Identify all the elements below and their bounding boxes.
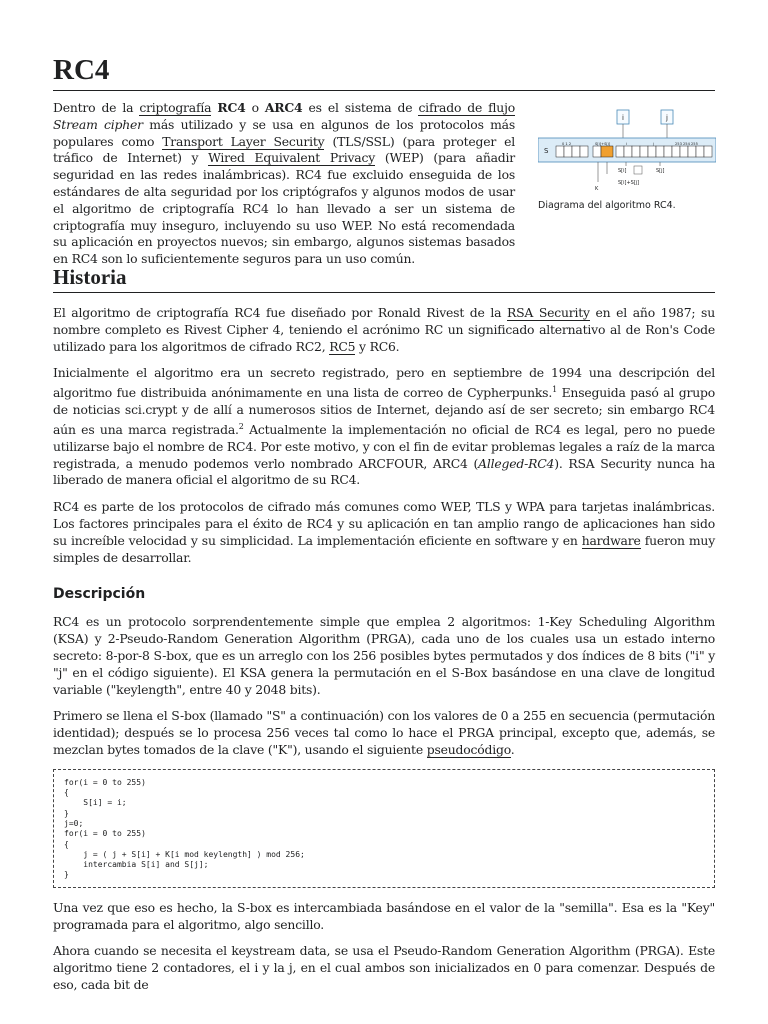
link-cifrado-de-flujo[interactable]: cifrado de flujo [418, 100, 515, 115]
intro-paragraph: Dentro de la criptografía RC4 o ARC4 es el sistema de cifrado de flujo Stream cipher más utilizado y se usa en algunos de los protocolos más populares como Transport Layer Security (TLS/SSL) (para proteger el tráfico de Internet) y Wired Equivalent Privacy (WEP) (para añadir seguridad en las redes inalámbricas). RC4 fue excluido enseguida de los estándares de alta seguridad por los criptógrafos y algunos modos de usar el algoritmo de criptografía RC4 lo han llevado a ser un sistema de criptografía muy inseguro, incluyendo su uso WEP. No está recomendada su aplicación en proyectos nuevos; sin embargo, algunos sistemas basados en RC4 son lo suficientemente seguros para un uso común. [53, 100, 515, 267]
descripcion-paragraph-4: Ahora cuando se necesita el keystream data, se usa el Pseudo-Random Generation Algorithm (PRGA). Este algoritmo tiene 2 contadores, el i y la j, en el cual ambos son inicializados en 0 para comenzar. Después de eso, cada bit de [53, 943, 715, 992]
svg-text:0 1 2: 0 1 2 [562, 142, 572, 146]
historia-paragraph-3: RC4 es parte de los protocolos de cifrado más comunes como WEP, TLS y WPA para tarjetas inalámbricas. Los factores principales para el éxito de RC4 y su aplicación en tan amplio rango de aplicaciones han sido su increíble velocidad y su simplicidad. La implementación eficiente en software y en hardware fueron muy simples de desarrollar. [53, 499, 715, 565]
link-hardware[interactable]: hardware [581, 532, 641, 548]
footnote-1[interactable]: 1 [552, 385, 557, 395]
intro-section [53, 100, 715, 267]
svg-text:S: S [544, 147, 549, 155]
article [53, 52, 715, 994]
descripcion-paragraph-2: Primero se llena el S-box (llamado "S" a continuación) con los valores de 0 a 255 en secuencia (permutación identidad); después se lo procesa 256 veces tal como lo hace el PRGA principal, excepto que, además, se mezclan bytes tomados de la clave ("K"), usando el siguiente pseudocódigo. [53, 708, 715, 757]
svg-text:K: K [595, 186, 599, 192]
svg-text:j: j [666, 114, 668, 122]
descripcion-paragraph-3: Una vez que eso es hecho, la S-box es intercambiada basándose en el valor de la "semilla". Esa es la "Key" programada para el algoritmo, algo sencillo. [53, 899, 715, 932]
historia-paragraph-1: El algoritmo de criptografía RC4 fue diseñado por Ronald Rivest de la RSA Security en el año 1987; su nombre completo es Rivest Cipher 4, teniendo el acrónimo RC un significado alternativo al de Ron's Code utilizado para los algoritmos de cifrado RC2, RC5 y RC6. [53, 305, 715, 354]
svg-text:253 254 255: 253 254 255 [675, 142, 698, 146]
footnote-2[interactable]: 2 [238, 421, 244, 431]
rc4-diagram-figure [538, 108, 716, 211]
link-rsa-security[interactable]: RSA Security [507, 305, 590, 320]
section-heading-historia: Historia [53, 264, 715, 293]
svg-text:S[i]+S[j]: S[i]+S[j] [618, 180, 640, 186]
section-heading-descripcion: Descripción [53, 586, 146, 603]
link-rc5[interactable]: RC5 [329, 338, 356, 354]
link-pseudocodigo[interactable]: pseudocódigo [426, 741, 511, 757]
descripcion-paragraph-1: RC4 es un protocolo sorprendentemente simple que emplea 2 algoritmos: 1-Key Scheduling Algorithm (KSA) y 2-Pseudo-Random Generation Algorithm (PRGA), cada uno de los cuales usa un estado interno secreto: 8-por-8 S-box, que es un arreglo con los 256 posibles bytes permutados y dos índices de 8 bits ("i" y "j" en el código siguiente). El KSA genera la permutación en el S-Box basándose en una clave de longitud variable ("keylength", entre 40 y 2048 bits). [53, 614, 715, 697]
svg-text:S[i]: S[i] [618, 168, 627, 174]
svg-text:i: i [622, 114, 624, 122]
historia-paragraph-2: Inicialmente el algoritmo era un secreto registrado, pero en septiembre de 1994 una descripción del algoritmo fue distribuida anónimamente en una lista de correo de Cypherpunks.$^1$ Enseguida pasó al grupo de noticias sci.crypt y de allí a numerosos sitios de Internet, dejando así de ser secreto; sin embargo RC4 aún es una marca registrada.$^2$ Actualmente la implementación no oficial de RC4 es legal, pero no puede utilizarse bajo el nombre de RC4. Por este motivo, y con el fin de evitar problemas legales a raíz de la marca registrada, a menudo podemos verlo nombrado ARCFOUR, ARC4 (Alleged-RC4). RSA Security nunca ha liberado de manera oficial el algoritmo de su RC4. [53, 365, 716, 488]
figure-caption: Diagrama del algoritmo RC4. [538, 200, 676, 211]
page-title: RC4 [53, 52, 715, 91]
pseudocode-block: for(i = 0 to 255) { S[i] = i; } j=0; for(i = 0 to 255) { j = ( j + S[i] + K[i mod keylength] ) mod 256; intercambia S[i] and S[j]; } [53, 769, 715, 888]
link-criptografia[interactable]: criptografía [139, 100, 212, 115]
rc4-diagram [538, 108, 716, 192]
link-wep[interactable]: Wired Equivalent Privacy [208, 150, 376, 166]
svg-text:S[j]: S[j] [656, 168, 665, 174]
svg-text:j: j [653, 142, 654, 146]
svg-text:i: i [626, 142, 627, 146]
svg-text:S[i]+S[j]: S[i]+S[j] [595, 142, 611, 146]
link-tls[interactable]: Transport Layer Security [162, 133, 325, 149]
